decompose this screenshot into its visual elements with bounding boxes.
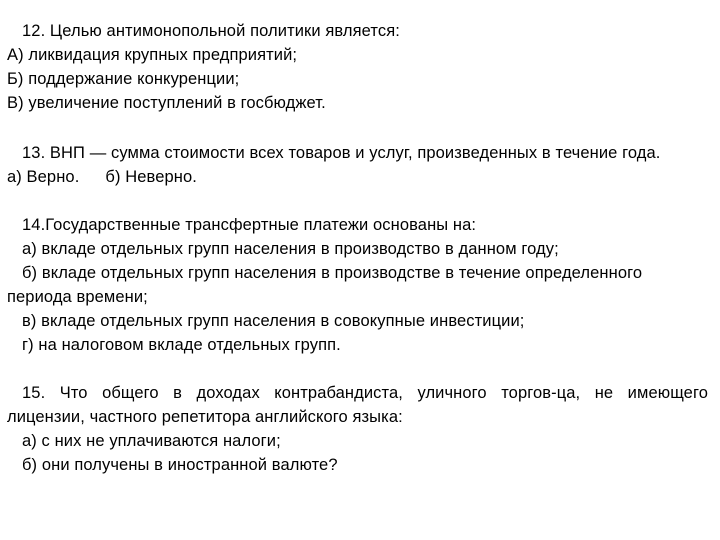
question-14-number: 14 [22,216,41,234]
question-14-option-b-cont: периода времени; [7,288,148,306]
question-14-text: .Государственные трансфертные платежи основаны на: [40,216,477,234]
question-12-number: 12 [22,22,41,40]
question-12-option-a: А) ликвидация крупных предприятий; [7,46,298,64]
question-15-number: 15 [22,384,41,402]
question-15-option-a: а) с них не уплачиваются налоги; [22,432,281,450]
question-12-option-c: В) увеличение поступлений в госбюджет. [7,94,326,112]
question-13-option-a: а) Верно. [7,168,80,186]
question-14-option-b: б) вкладе отдельных групп населения в производстве в течение определенного [22,264,643,282]
question-13-options [7,165,197,189]
question-13-number: 13 [22,144,41,162]
question-12-option-b: Б) поддержание конкуренции; [7,70,240,88]
question-12-text: . Целью антимонопольной политики является: [40,22,400,40]
question-13-option-b: б) Неверно. [105,168,197,186]
question-15-heading [22,381,708,405]
question-14-option-c: в) вкладе отдельных групп населения в совокупные инвестиции; [22,312,525,330]
question-15-text-cont: лицензии, частного репетитора английского языка: [7,408,403,426]
question-14-option-a: а) вкладе отдельных групп населения в производство в данном году; [22,240,559,258]
question-12-heading [22,19,400,43]
question-14-option-d: г) на налоговом вкладе отдельных групп. [22,336,341,354]
question-14-heading [22,213,476,237]
question-13-heading [22,141,661,165]
question-13-text: . ВНП — сумма стоимости всех товаров и услуг, произведенных в течение года. [40,144,661,162]
question-15-option-b: б) они получены в иностранной валюте? [22,456,338,474]
question-15-text: . Что общего в доходах контрабандиста, уличного торгов-ца, не имеющего [40,384,708,402]
